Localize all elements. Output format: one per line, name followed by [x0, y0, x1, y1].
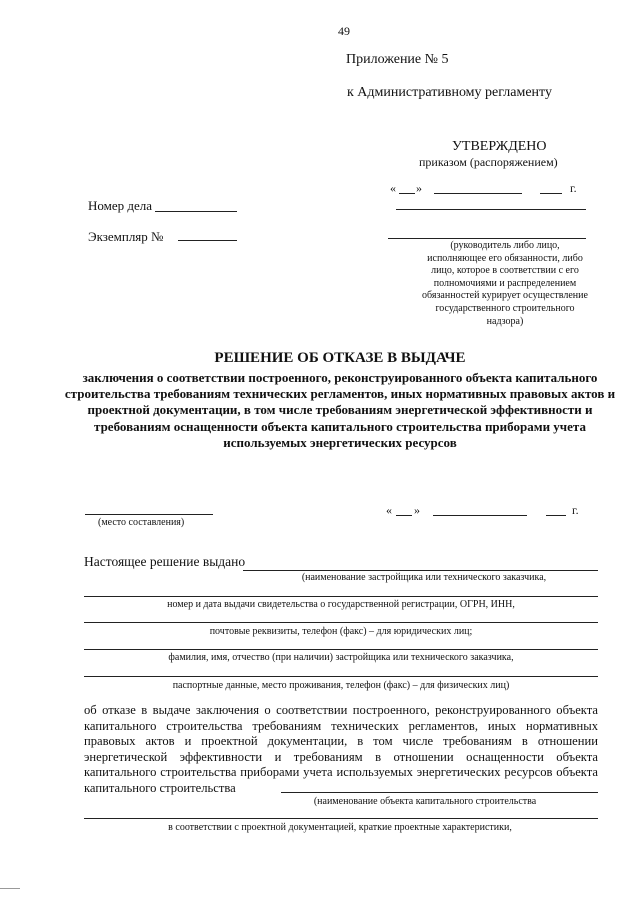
issued-line-4	[84, 649, 598, 650]
approval-year-line	[540, 193, 562, 194]
object-caption-1: (наименование объекта капитального строительства	[313, 796, 537, 807]
approval-line-1	[396, 209, 586, 210]
approval-order: приказом (распоряжением)	[419, 155, 558, 169]
approval-day-line	[399, 193, 415, 194]
place-day-line	[396, 515, 412, 516]
place-date-open: «	[386, 503, 392, 517]
issued-caption-3: почтовые реквизиты, телефон (факс) – для юридических лиц;	[209, 626, 473, 637]
issued-caption-5: паспортные данные, место проживания, телефон (факс) – для физических лиц)	[172, 680, 510, 691]
appendix-number: Приложение № 5	[346, 52, 449, 67]
approval-year-suffix: г.	[570, 181, 577, 195]
appendix-regulation: к Административному регламенту	[347, 85, 552, 100]
decision-subtitle: заключения о соответствии построенного, реконструированного объекта капитального строительства требованиям технических регламентов, иных нормативных правовых актов и проектной документации, в том числе требованиям энергетической эффективности и требованиям оснащенности объекта капитального строительства приборами учета используемых энергетических ресурсов	[64, 370, 616, 450]
issued-line-2	[84, 596, 598, 597]
place-line	[85, 514, 213, 515]
issued-caption-4: фамилия, имя, отчество (при наличии) застройщика или технического заказчика,	[168, 652, 514, 663]
place-year-suffix: г.	[572, 503, 579, 517]
approval-date-close: »	[416, 181, 422, 195]
approval-title: УТВЕРЖДЕНО	[452, 139, 547, 154]
issued-line-5	[84, 676, 598, 677]
copy-line	[178, 240, 237, 241]
signatory-note: (руководитель либо лицо, исполняющее его обязанности, либо лицо, которое в соответствии с его полномочиями и распределением обязанностей курирует осуществление государственного строительного надзора)	[422, 240, 588, 327]
place-month-line	[433, 515, 527, 516]
copy-label: Экземпляр №	[88, 229, 164, 244]
refusal-body-text: об отказе в выдаче заключения о соответствии построенного, реконструированного объекта капитального строительства требованиям технических регламентов, иных нормативных правовых актов и проектной документации, в том числе требованиям в отношении энергетической эффективности и требованиям в отношении оснащенности объекта капитального строительства приборами учета используемых энергетических ресурсов объекта капитального строительства	[84, 703, 598, 795]
place-year-line	[546, 515, 566, 516]
approval-month-line	[434, 193, 522, 194]
issued-line-1	[243, 570, 598, 571]
decision-title: РЕШЕНИЕ ОБ ОТКАЗЕ В ВЫДАЧЕ	[214, 350, 466, 366]
issued-line-3	[84, 622, 598, 623]
place-caption: (место составления)	[98, 517, 185, 528]
case-number-label: Номер дела	[88, 198, 153, 213]
scan-edge-mark	[0, 888, 20, 889]
approval-signature-line	[388, 238, 586, 239]
object-line-2	[84, 818, 598, 819]
object-line-1	[281, 792, 598, 793]
approval-date-open: «	[390, 181, 396, 195]
case-number-line	[155, 211, 237, 212]
page-number: 49	[338, 24, 350, 38]
object-caption-2: в соответствии с проектной документацией, краткие проектные характеристики,	[168, 822, 512, 833]
issued-caption-1: (наименование застройщика или технического заказчика,	[301, 572, 547, 583]
place-date-close: »	[414, 503, 420, 517]
issued-label: Настоящее решение выдано	[84, 554, 246, 569]
issued-caption-2: номер и дата выдачи свидетельства о государственной регистрации, ОГРН, ИНН,	[167, 599, 515, 610]
